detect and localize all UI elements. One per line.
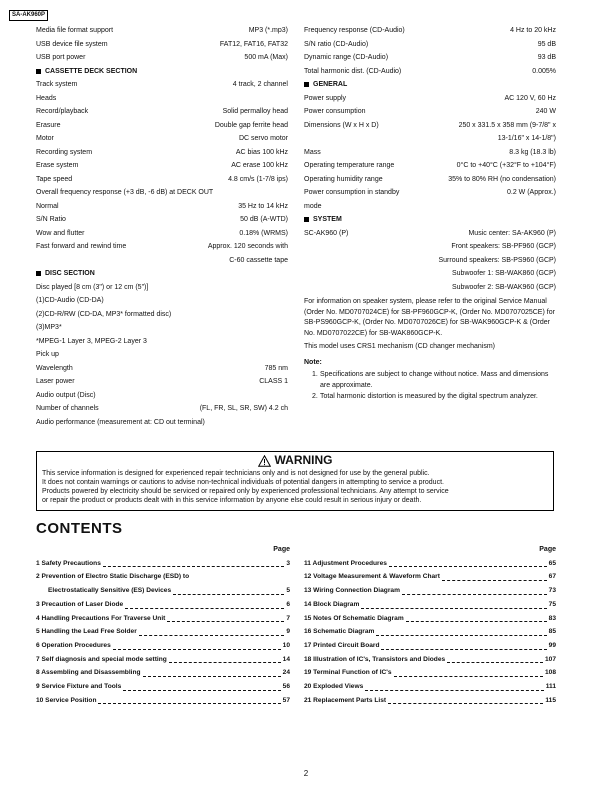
toc-entry-label: 15 Notes Of Schematic Diagram — [304, 614, 404, 622]
spec-label: Frequency response (CD-Audio) — [304, 27, 405, 34]
spec-row — [36, 308, 288, 322]
section-heading-label: GENERAL — [313, 81, 348, 88]
toc-entry-page: 9 — [286, 628, 290, 636]
spec-value: 35% to 80% RH (no condensation) — [448, 175, 556, 183]
spec-label: Power supply — [304, 94, 347, 102]
spec-value: Double gap ferrite head — [214, 121, 288, 129]
warning-triangle-icon — [258, 455, 271, 467]
toc-leader — [361, 608, 546, 609]
spec-value: AC bias 100 kHz — [235, 148, 288, 156]
toc-leader — [402, 594, 547, 595]
spec-label: Erasure — [36, 121, 61, 129]
note-number: 2. — [312, 393, 318, 400]
toc-entry-page: 108 — [544, 669, 556, 677]
spec-value: (FL, FR, SL, SR, SW) 4.2 ch — [199, 405, 288, 412]
note-text: Total harmonic distortion is measured by the digital spectrum analyzer. — [320, 393, 538, 400]
spec-label: Pick up — [36, 351, 59, 358]
toc-leader — [167, 621, 284, 622]
section-heading — [36, 65, 288, 79]
spec-row — [304, 51, 556, 65]
toc-entry-label: 7 Self diagnosis and special mode setting — [36, 655, 167, 663]
spec-row — [304, 281, 556, 295]
toc-leader — [143, 676, 281, 677]
spec-label: Track system — [36, 81, 78, 88]
toc-entry-label: 11 Adjustment Procedures — [304, 559, 387, 567]
notes-title: Note: — [304, 358, 322, 366]
toc-entry-page: 115 — [545, 696, 556, 704]
note-number: 1. — [312, 371, 318, 378]
spec-row — [36, 389, 288, 403]
toc-leader — [381, 649, 546, 650]
spec-row — [36, 78, 288, 92]
spec-label: Audio performance (measurement at: CD out terminal) — [36, 418, 205, 426]
spec-row — [304, 173, 556, 187]
spec-label: *MPEG-1 Layer 3, MPEG-2 Layer 3 — [36, 337, 147, 345]
spec-label: Mass — [304, 148, 321, 156]
toc-entry[interactable] — [36, 557, 290, 571]
right-spec-column — [304, 24, 556, 403]
spec-label: Fast forward and rewind time — [36, 243, 127, 250]
toc-entry-label: 18 Illustration of IC's, Transistors and Diodes — [304, 655, 446, 663]
mechanism-info: This model uses CRS1 mechanism (CD changer mechanism) — [304, 343, 496, 350]
spec-row — [36, 200, 288, 214]
spec-row — [304, 267, 556, 281]
spec-value: 0.005% — [532, 67, 556, 75]
toc-entry[interactable] — [304, 694, 556, 708]
section-heading — [36, 267, 288, 281]
toc-entry-label: 3 Precaution of Laser Diode — [36, 600, 124, 608]
spec-label: (2)CD-R/RW (CD-DA, MP3* formatted disc) — [36, 310, 172, 318]
toc-entry[interactable] — [36, 612, 290, 626]
toc-entry-label: 20 Exploded Views — [304, 683, 364, 691]
toc-entry-label: 19 Terminal Function of IC's — [304, 669, 392, 677]
toc-entry-label: 14 Block Diagram — [304, 600, 360, 608]
spec-label: (3)MP3* — [36, 324, 62, 331]
toc-entry[interactable] — [36, 625, 290, 639]
toc-right-list — [304, 557, 556, 708]
spec-row — [36, 186, 288, 200]
toc-leader — [125, 608, 284, 609]
spec-row — [36, 402, 288, 416]
spec-value: Subwoofer 2: SB-WAK960 (GCP) — [451, 283, 556, 291]
spec-value: 240 W — [535, 108, 556, 115]
spec-row — [36, 51, 288, 65]
toc-entry[interactable] — [304, 680, 556, 694]
note-item — [304, 370, 556, 391]
spec-label: Audio output (Disc) — [36, 391, 96, 399]
toc-leader — [389, 566, 547, 567]
spec-value: 500 mA (Max) — [244, 54, 288, 61]
right-spec-list — [304, 24, 556, 294]
square-bullet-icon — [304, 82, 309, 87]
spec-row — [304, 227, 556, 241]
toc-leader — [103, 566, 284, 567]
note-item — [304, 392, 556, 403]
warning-text — [37, 468, 553, 505]
spec-value: CLASS 1 — [259, 378, 288, 385]
spec-value: AC erase 100 kHz — [231, 162, 288, 169]
spec-row — [36, 105, 288, 119]
spec-value: 4.8 cm/s (1-7/8 ips) — [228, 175, 288, 183]
spec-value: 785 nm — [264, 364, 288, 372]
spec-row — [36, 24, 288, 38]
toc-page-header: Page — [273, 546, 290, 553]
spec-row — [36, 240, 288, 254]
section-heading — [304, 78, 556, 92]
spec-value: 95 dB — [537, 40, 556, 48]
section-heading — [304, 213, 556, 227]
toc-leader — [406, 621, 547, 622]
spec-label: Operating humidity range — [304, 175, 383, 183]
toc-entry-label: 16 Schematic Diagram — [304, 628, 375, 636]
toc-entry-label: 21 Replacement Parts List — [304, 696, 387, 704]
toc-leader — [173, 594, 284, 595]
spec-label: Disc played [8 cm (3") or 12 cm (5")] — [36, 283, 149, 291]
toc-entry-label: 13 Wiring Connection Diagram — [304, 587, 400, 595]
spec-value: 0.18% (WRMS) — [239, 229, 288, 237]
toc-entry-page: 83 — [548, 614, 556, 622]
toc-entry-page: 56 — [282, 683, 290, 691]
spec-label: Record/playback — [36, 108, 89, 115]
note-text: Specifications are subject to change without notice. Mass and dimensions are approximate. — [320, 371, 549, 389]
spec-label: Normal — [36, 202, 59, 210]
spec-label: Total harmonic dist. (CD-Audio) — [304, 67, 402, 75]
toc-entry[interactable] — [304, 570, 556, 584]
toc-entry[interactable] — [304, 557, 556, 571]
spec-row — [36, 348, 288, 362]
toc-entry-label: 8 Assembling and Disassembling — [36, 669, 141, 677]
toc-entry-label: 17 Printed Circuit Board — [304, 641, 380, 649]
left-spec-column — [36, 24, 288, 429]
warning-box — [36, 451, 554, 511]
spec-value: 93 dB — [537, 54, 556, 61]
spec-value: 4 track, 2 channel — [232, 81, 288, 88]
spec-value: AC 120 V, 60 Hz — [504, 94, 556, 102]
spec-value: Solid permalloy head — [222, 108, 288, 115]
toc-entry[interactable] — [304, 639, 556, 653]
spec-row — [36, 321, 288, 335]
toc-leader — [98, 703, 280, 704]
spec-value: Front speakers: SB-PF960 (GCP) — [451, 243, 556, 250]
spec-row — [36, 159, 288, 173]
spec-value: 13-1/16" x 14-1/8") — [497, 135, 556, 142]
square-bullet-icon — [36, 69, 41, 74]
toc-left-column — [36, 543, 290, 707]
toc-leader — [376, 635, 546, 636]
toc-entry[interactable] — [36, 584, 290, 598]
spec-row — [36, 38, 288, 52]
toc-leader — [394, 676, 543, 677]
spec-row — [36, 254, 288, 268]
spec-row — [36, 213, 288, 227]
toc-entry-label: 12 Voltage Measurement & Waveform Chart — [304, 573, 440, 581]
square-bullet-icon — [304, 217, 309, 222]
spec-row — [304, 92, 556, 106]
spec-value: 0°C to +40°C (+32°F to +104°F) — [456, 162, 556, 169]
toc-leader — [169, 662, 281, 663]
toc-entry[interactable] — [36, 639, 290, 653]
spec-value: MP3 (*.mp3) — [248, 27, 288, 34]
spec-label: Tape speed — [36, 175, 73, 183]
toc-entry-label: 6 Operation Procedures — [36, 641, 111, 649]
toc-entry[interactable] — [304, 625, 556, 639]
spec-value: FAT12, FAT16, FAT32 — [219, 40, 288, 48]
spec-row — [36, 375, 288, 389]
toc-entry[interactable] — [304, 598, 556, 612]
spec-row — [36, 146, 288, 160]
spec-row — [304, 240, 556, 254]
spec-label: S/N ratio (CD-Audio) — [304, 40, 369, 48]
spec-label: Wow and flutter — [36, 229, 85, 237]
toc-entry[interactable] — [304, 666, 556, 680]
spec-row — [304, 200, 556, 214]
toc-entry-page: 75 — [548, 600, 556, 608]
toc-entry[interactable] — [304, 653, 556, 667]
spec-value: 0.2 W (Approx.) — [506, 189, 556, 196]
spec-value: Subwoofer 1: SB-WAK860 (GCP) — [451, 270, 556, 277]
speaker-info-paragraph: For information on speaker system, please refer to the original Service Manual (Order No. MD0707024CE) for SB-PF960GCP-K, (Order No. MD0707025CE) for SB-PS960GCP-K, (Order No. MD0707026CE) for SB-WAK960GCP-K & (Order No. MD0707022CE) for SB-WAK860GCP-K. — [304, 298, 555, 337]
toc-entry-page: 7 — [286, 614, 290, 622]
toc-entry-page: 10 — [282, 641, 290, 649]
toc-leader — [442, 580, 547, 581]
square-bullet-icon — [36, 271, 41, 276]
warning-line: Products powered by electricity should be serviced or repaired only by experienced professional technicians. Any attempt to service — [42, 488, 449, 495]
toc-page-header: Page — [539, 546, 556, 553]
toc-entry[interactable] — [36, 694, 290, 708]
spec-row — [304, 105, 556, 119]
toc-entry-page: 24 — [282, 669, 290, 677]
toc-leader — [388, 703, 543, 704]
spec-label: Motor — [36, 135, 54, 142]
spec-value: 250 x 331.5 x 358 mm (9-7/8" x — [458, 121, 556, 129]
toc-entry[interactable] — [36, 598, 290, 612]
spec-row — [36, 335, 288, 349]
warning-line: or repair the product or products dealt with in this service information by anyone else could result in serious injury or death. — [42, 497, 422, 504]
toc-entry-page: 65 — [548, 559, 556, 567]
toc-leader — [139, 635, 285, 636]
toc-entry-page: 14 — [282, 655, 290, 663]
toc-entry-page: 57 — [282, 696, 290, 704]
spec-value: Music center: SA-AK960 (P) — [468, 229, 556, 237]
spec-value: C-60 cassette tape — [229, 256, 288, 264]
spec-label: USB device file system — [36, 40, 108, 48]
toc-entry-page: 85 — [548, 628, 556, 636]
contents-title: CONTENTS — [36, 520, 123, 537]
spec-row — [36, 416, 288, 430]
spec-label: USB port power — [36, 54, 86, 61]
toc-entry-page: 67 — [548, 573, 556, 581]
spec-row — [304, 159, 556, 173]
toc-entry[interactable] — [36, 653, 290, 667]
spec-label: Power consumption in standby — [304, 189, 400, 196]
toc-left-list — [36, 557, 290, 708]
toc-entry-label: 9 Service Fixture and Tools — [36, 683, 122, 691]
spec-label: (1)CD-Audio (CD-DA) — [36, 297, 104, 304]
spec-label: Power consumption — [304, 108, 366, 115]
spec-value: 4 Hz to 20 kHz — [510, 27, 556, 34]
toc-entry-label: 4 Handling Precautions For Traverse Unit — [36, 614, 166, 622]
section-heading-label: DISC SECTION — [45, 270, 95, 277]
toc-leader — [113, 649, 281, 650]
spec-row — [36, 281, 288, 295]
toc-entry[interactable] — [36, 666, 290, 680]
spec-row — [36, 92, 288, 106]
spec-value: 8.3 kg (18.3 lb) — [509, 148, 556, 156]
spec-label: Dimensions (W x H x D) — [304, 121, 379, 129]
spec-label: SC-AK960 (P) — [304, 229, 349, 237]
spec-value: 50 dB (A-WTD) — [240, 216, 288, 223]
toc-leader — [365, 690, 543, 691]
spec-row — [304, 132, 556, 146]
section-heading-label: SYSTEM — [313, 216, 342, 223]
spec-row — [36, 362, 288, 376]
toc-entry-page: 6 — [286, 600, 290, 608]
spec-row — [36, 119, 288, 133]
toc-entry-page: 5 — [286, 587, 290, 595]
spec-label: Media file format support — [36, 27, 114, 34]
toc-entry-label: 5 Handling the Lead Free Solder — [36, 628, 137, 636]
spec-row — [304, 38, 556, 52]
warning-header — [37, 453, 553, 468]
spec-label: Overall frequency response (+3 dB, -6 dB) at DECK OUT — [36, 189, 214, 196]
toc-entry-label: 10 Service Position — [36, 696, 97, 704]
warning-title: WARNING — [274, 453, 333, 467]
spec-value: Approx. 120 seconds with — [207, 243, 288, 250]
spec-row — [304, 65, 556, 79]
section-heading-label: CASSETTE DECK SECTION — [45, 67, 138, 75]
toc-right-column — [304, 543, 556, 707]
toc-entry-page: 73 — [548, 587, 556, 595]
spec-value: Surround speakers: SB-PS960 (GCP) — [438, 256, 556, 264]
toc-entry-page: 111 — [545, 683, 556, 691]
toc-entry[interactable] — [36, 570, 290, 584]
spec-row — [304, 146, 556, 160]
spec-label: Wavelength — [36, 364, 73, 372]
spec-row — [304, 254, 556, 268]
spec-label: Heads — [36, 94, 57, 102]
spec-label: Number of channels — [36, 405, 99, 412]
warning-line: It does not contain warnings or cautions to advise non-technical individuals of potential dangers in attempting to service a product. — [42, 479, 444, 486]
spec-row — [304, 24, 556, 38]
spec-label: S/N Ratio — [36, 216, 66, 223]
spec-row — [304, 186, 556, 200]
toc-entry[interactable] — [36, 680, 290, 694]
toc-entry-page: 107 — [544, 655, 556, 663]
model-tag: SA-AK960P — [9, 10, 48, 21]
toc-leader — [447, 662, 543, 663]
toc-entry[interactable] — [304, 612, 556, 626]
spec-row — [36, 294, 288, 308]
toc-entry-page: 99 — [548, 641, 556, 649]
spec-label: Operating temperature range — [304, 162, 395, 169]
toc-entry-label: Electrostatically Sensitive (ES) Devices — [48, 587, 172, 595]
spec-value: 35 Hz to 14 kHz — [238, 202, 288, 210]
spec-row — [36, 132, 288, 146]
spec-value: DC servo motor — [238, 135, 288, 142]
spec-label: Laser power — [36, 378, 75, 385]
page-number: 2 — [303, 769, 309, 778]
spec-label: mode — [304, 202, 322, 210]
toc-entry-label: 1 Safety Precautions — [36, 559, 101, 567]
spec-row — [304, 119, 556, 133]
spec-label: Recording system — [36, 148, 93, 156]
spec-label: Erase system — [36, 162, 79, 169]
spec-row — [36, 227, 288, 241]
toc-leader — [123, 690, 280, 691]
warning-line: This service information is designed for experienced repair technicians only and is not designed for use by the general public. — [42, 470, 430, 477]
spec-label: Dynamic range (CD-Audio) — [304, 54, 389, 61]
toc-entry-page: 3 — [286, 559, 290, 567]
spec-row — [36, 173, 288, 187]
toc-entry-label: 2 Prevention of Electro Static Discharge (ESD) to — [36, 573, 190, 581]
toc-entry[interactable] — [304, 584, 556, 598]
